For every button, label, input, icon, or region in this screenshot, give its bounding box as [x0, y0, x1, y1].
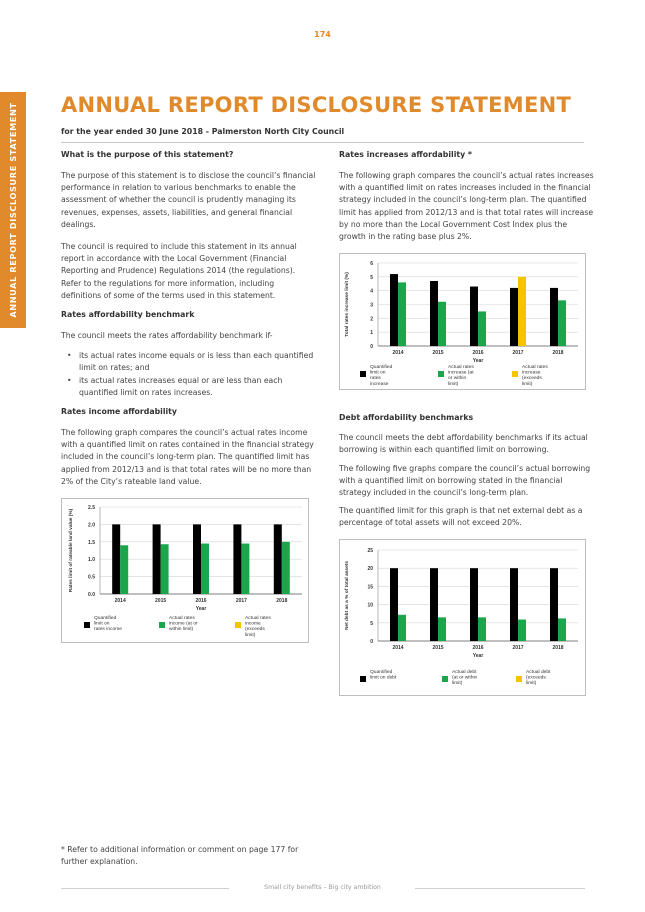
legend-label: Quantified limit on rates increase	[370, 365, 393, 387]
side-tab-label: ANNUAL REPORT DISCLOSURE STATEMENT	[8, 102, 18, 318]
y-tick-label: 2.5	[88, 505, 95, 511]
legend-swatch-limit	[360, 676, 366, 682]
y-tick-label: 25	[367, 548, 373, 554]
x-tick-label: 2014	[392, 645, 404, 651]
bar-limit	[550, 568, 558, 641]
legend-swatch-limit	[84, 622, 90, 628]
legend-swatch-within	[159, 622, 165, 628]
page-subtitle: for the year ended 30 June 2018 - Palmerston North City Council	[61, 127, 345, 136]
x-tick-label: 2015	[155, 598, 167, 604]
legend-swatch-limit	[360, 371, 366, 377]
page-title: ANNUAL REPORT DISCLOSURE STATEMENT	[61, 93, 572, 117]
benchmark-list	[61, 350, 316, 399]
footer-tagline: Small city benefits – Big city ambition	[264, 884, 381, 891]
bar-actual-within	[518, 620, 526, 641]
y-tick-label: 5	[370, 274, 373, 281]
paragraph-purpose: The purpose of this statement is to disclose the council’s financial performance in relation to various benchmarks to enable the assessment of whether the council is prudently managing its revenues, expenses, assets, liabilities, and general financial dealings.	[61, 171, 316, 229]
paragraph-rates-income: The following graph compares the council’s actual rates income with a quantified limit on rates contained in the financial strategy included in the council’s long-term plan. The quantified limit has applied from 2012/13 and is that total rates will be no more than 2% of the City’s rateable land value.	[61, 428, 314, 486]
bar-actual-within	[438, 302, 446, 346]
x-tick-label: 2018	[552, 645, 564, 651]
legend-label: Actual debt (exceeds limit)	[526, 670, 551, 687]
bar-limit	[510, 288, 518, 346]
x-axis-label: Year	[472, 358, 484, 364]
y-tick-label: 1.0	[88, 557, 95, 564]
bar-actual-within	[478, 617, 486, 641]
y-tick-label: 15	[367, 584, 373, 591]
bar-limit	[112, 524, 120, 594]
page-number: 174	[314, 30, 331, 39]
y-tick-label: 20	[367, 566, 373, 573]
legend-swatch-exceeds	[516, 676, 522, 682]
left-column	[61, 149, 316, 488]
y-tick-label: 3	[370, 302, 373, 309]
list-item: • its actual rates income equals or is less than each quantified limit on rates; and	[61, 350, 316, 374]
legend-label: Actual rates income (exceeds limit)	[245, 616, 271, 638]
bar-actual-within	[161, 544, 169, 594]
legend-swatch-exceeds	[512, 371, 518, 377]
legend-label: Actual debt (at or within limit)	[452, 670, 478, 687]
chart-rates-income	[61, 498, 309, 643]
y-tick-label: 0.5	[88, 574, 95, 581]
bar-actual-within	[398, 615, 406, 641]
legend-swatch-exceeds	[235, 622, 241, 628]
paragraph-requirement: The council is required to include this statement in its annual report in accordance with the Local Government (Financial Reporting and Prudence) Regulations 2014 (the regulations). Refer to the regulations for more information, including definitions of some of the terms used in this statement.	[61, 242, 297, 300]
legend-label: Actual rates income (at or within limit)	[169, 616, 198, 633]
heading-purpose: What is the purpose of this statement?	[61, 150, 234, 159]
x-tick-label: 2017	[235, 598, 247, 604]
bar-actual-within	[282, 542, 290, 594]
x-tick-label: 2015	[432, 645, 444, 651]
legend-swatch-within	[438, 371, 444, 377]
y-tick-label: 0.0	[88, 592, 95, 598]
x-tick-label: 2014	[392, 350, 404, 356]
x-tick-label: 2018	[552, 350, 564, 356]
rates-income-bar-chart	[62, 499, 308, 642]
y-axis-label: Rates limit of rateable land value (%)	[69, 508, 74, 593]
x-axis-label: Year	[195, 606, 207, 612]
y-tick-label: 2.0	[88, 522, 95, 529]
legend-label: Quantified limit on debt	[370, 670, 397, 681]
y-tick-label: 5	[370, 620, 373, 627]
bar-limit	[430, 281, 438, 346]
heading-rates-affordability: Rates affordability benchmark	[61, 310, 195, 320]
legend-label: Actual rates increase (at or within limit)	[448, 365, 474, 387]
heading-rates-income: Rates income affordability	[61, 407, 177, 417]
x-tick-label: 2015	[432, 350, 444, 356]
bar-limit	[470, 287, 478, 346]
bar-limit	[470, 568, 478, 641]
bar-limit	[390, 568, 398, 641]
rates-increases-bar-chart	[340, 254, 585, 389]
y-tick-label: 1.5	[88, 539, 95, 546]
legend-label: Quantified limit on rates income	[94, 616, 122, 633]
bar-actual-within	[438, 617, 446, 641]
bar-actual-within	[201, 544, 209, 594]
paragraph-debt-limit: The quantified limit for this graph is that net external debt as a percentage of total assets will not exceed 20%.	[339, 506, 583, 528]
y-tick-label: 0	[370, 639, 373, 645]
x-axis-label: Year	[472, 653, 484, 659]
heading-rates-increases: Rates increases affordability *	[339, 150, 472, 159]
x-tick-label: 2017	[512, 645, 524, 651]
y-tick-label: 1	[370, 330, 373, 337]
bar-actual-within	[558, 618, 566, 641]
chart-rates-increases	[339, 253, 586, 390]
bar-limit	[510, 568, 518, 641]
footnote: * Refer to additional information or comment on page 177 for further explanation.	[61, 845, 299, 866]
x-tick-label: 2014	[114, 598, 126, 604]
bar-actual-within	[478, 311, 486, 346]
x-tick-label: 2016	[472, 645, 484, 651]
y-tick-label: 2	[370, 316, 373, 323]
x-tick-label: 2016	[472, 350, 484, 356]
legend-label: Actual rates increase (exceeds limit)	[522, 365, 548, 387]
bar-limit	[193, 524, 201, 594]
bar-limit	[390, 274, 398, 346]
net-debt-bar-chart	[340, 540, 585, 695]
y-tick-label: 10	[367, 602, 373, 609]
y-tick-label: 6	[370, 261, 373, 267]
legend-swatch-within	[442, 676, 448, 682]
y-axis-label: Total rates increase limit (%)	[345, 272, 350, 337]
bar-limit	[550, 288, 558, 346]
paragraph-rates-increases: The following graph compares the council’s actual rates increases with a quantified limit on rates increases included in the financial strategy included in the council’s long-term plan. The quantified limit has applied from 2012/13 and is that total rates will increase by no more than the Local Government Cost Index plus the growth in the rating base plus 2%.	[339, 171, 594, 242]
x-tick-label: 2017	[512, 350, 524, 356]
chart-net-debt	[339, 539, 586, 696]
paragraph-debt-condition: The council meets the debt affordability benchmarks if its actual borrowing is within each quantified limit on borrowing.	[339, 433, 588, 455]
bar-actual-within	[120, 545, 128, 594]
paragraph-benchmark-condition: The council meets the rates affordability benchmark if-	[61, 331, 273, 341]
list-item: • its actual rates increases equal or are less than each quantified limit on rates increases.	[61, 375, 316, 399]
bar-actual-within	[558, 300, 566, 346]
x-tick-label: 2018	[276, 598, 288, 604]
x-tick-label: 2016	[195, 598, 207, 604]
bar-limit	[430, 568, 438, 641]
y-axis-label: Net debt as a % of total assets	[345, 560, 350, 631]
bar-limit	[233, 524, 241, 594]
y-tick-label: 0	[370, 344, 373, 350]
bar-actual-exceeds	[518, 277, 526, 346]
y-tick-label: 4	[370, 288, 373, 295]
bar-limit	[153, 524, 161, 594]
bar-actual-within	[398, 282, 406, 346]
heading-debt-affordability: Debt affordability benchmarks	[339, 413, 474, 423]
bar-actual-within	[241, 544, 249, 594]
title-divider	[61, 142, 584, 143]
side-section-tab	[0, 92, 26, 328]
bar-limit	[274, 524, 282, 594]
paragraph-debt-graphs: The following five graphs compare the council’s actual borrowing with a quantified limit on borrowing stated in the financial strategy included in the council’s long-term plan.	[339, 463, 591, 498]
